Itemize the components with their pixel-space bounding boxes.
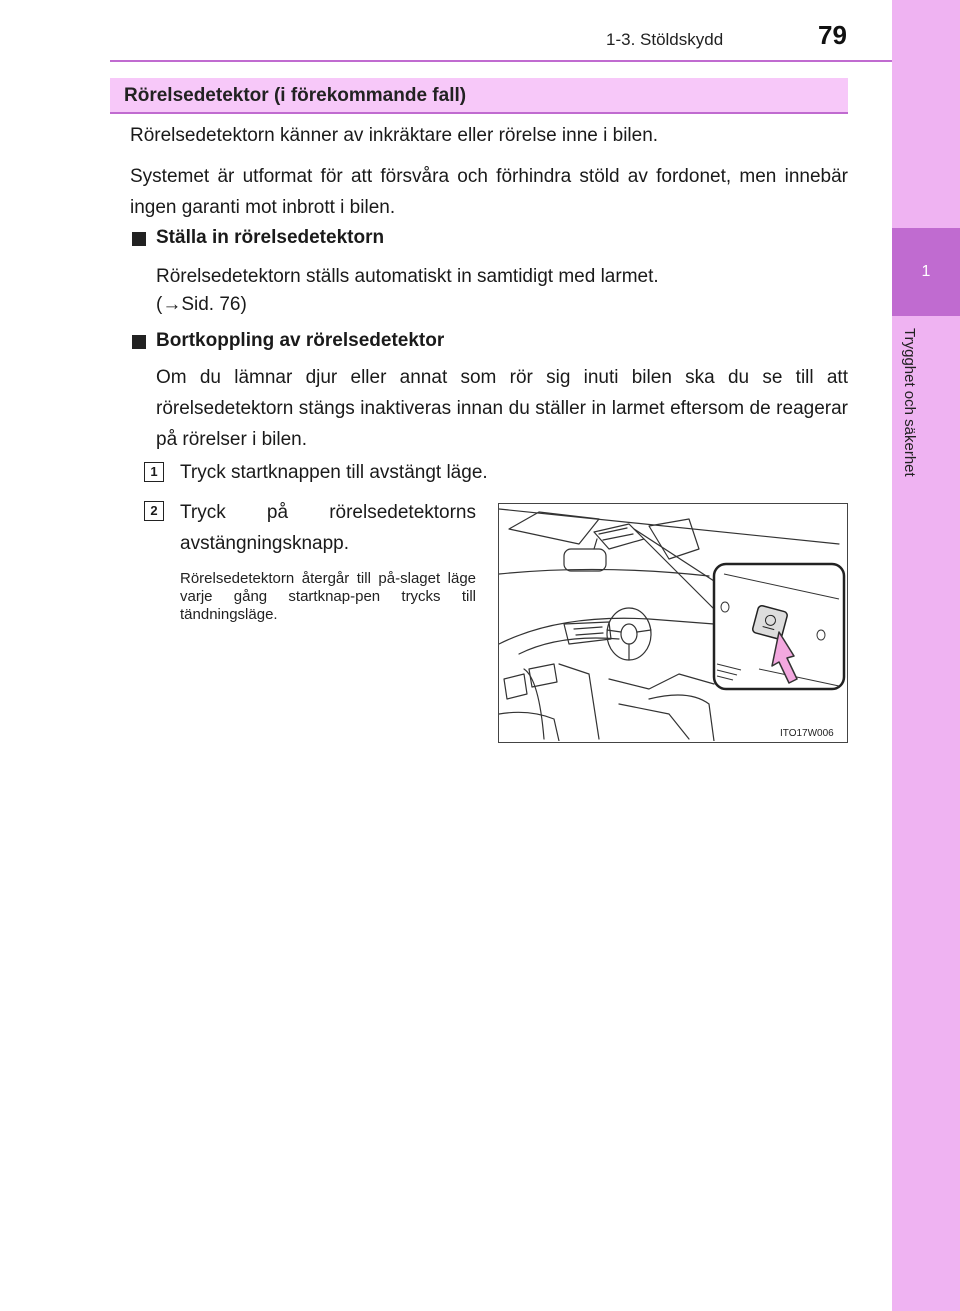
chapter-title-vertical <box>898 328 922 568</box>
chapter-number: 1 <box>921 263 931 280</box>
step-note: Rörelsedetektorn återgår till på-slaget läge varje gång startknap-pen trycks till tändningsläge. <box>180 570 476 623</box>
section-title-bar <box>110 78 848 114</box>
subsection-text-2: Om du lämnar djur eller annat som rör sig inuti bilen ska du se till att rörelsedetektorn stängs inaktiveras innan du ställer in larmet eftersom de reagerar på rörelser i bilen. <box>156 367 848 450</box>
step-number-1: 1 <box>144 462 164 482</box>
figure-code: ITO17W006 <box>780 728 834 739</box>
step-text-2: Tryck på rörelsedetektorns avstängningsknapp. <box>180 502 476 554</box>
step-text-1: Tryck startknappen till avstängt läge. <box>180 462 488 483</box>
square-bullet-icon <box>132 232 146 246</box>
intro-paragraph-2: Systemet är utformat för att försvåra och förhindra stöld av fordonet, men innebär ingen garanti mot inbrott i bilen. <box>130 166 848 218</box>
page-reference: (→Sid. 76) <box>156 294 247 315</box>
chapter-number-tab <box>892 228 960 316</box>
chapter-sidebar <box>892 0 960 1311</box>
square-bullet-icon <box>132 335 146 349</box>
page-number: 79 <box>818 20 847 50</box>
zoom-inset <box>714 564 844 689</box>
step-number-2: 2 <box>144 501 164 521</box>
subsection-heading-2: Bortkoppling av rörelsedetektor <box>156 330 445 351</box>
section-header: 1-3. Stöldskydd <box>606 30 724 49</box>
rear-view-mirror <box>564 549 606 571</box>
motion-sensor-diagram <box>499 504 846 741</box>
chapter-title: Trygghet och säkerhet <box>901 328 918 477</box>
sun-visor-left <box>509 512 599 544</box>
intro-paragraph-1: Rörelsedetektorn känner av inkräktare eller rörelse inne i bilen. <box>130 125 659 146</box>
header-rule <box>110 60 892 62</box>
car-interior-illustration <box>498 503 848 743</box>
subsection-heading-1: Ställa in rörelsedetektorn <box>156 227 385 248</box>
section-title: Rörelsedetektor (i förekommande fall) <box>124 85 467 106</box>
subsection-text-1: Rörelsedetektorn ställs automatiskt in samtidigt med larmet. <box>156 266 659 287</box>
